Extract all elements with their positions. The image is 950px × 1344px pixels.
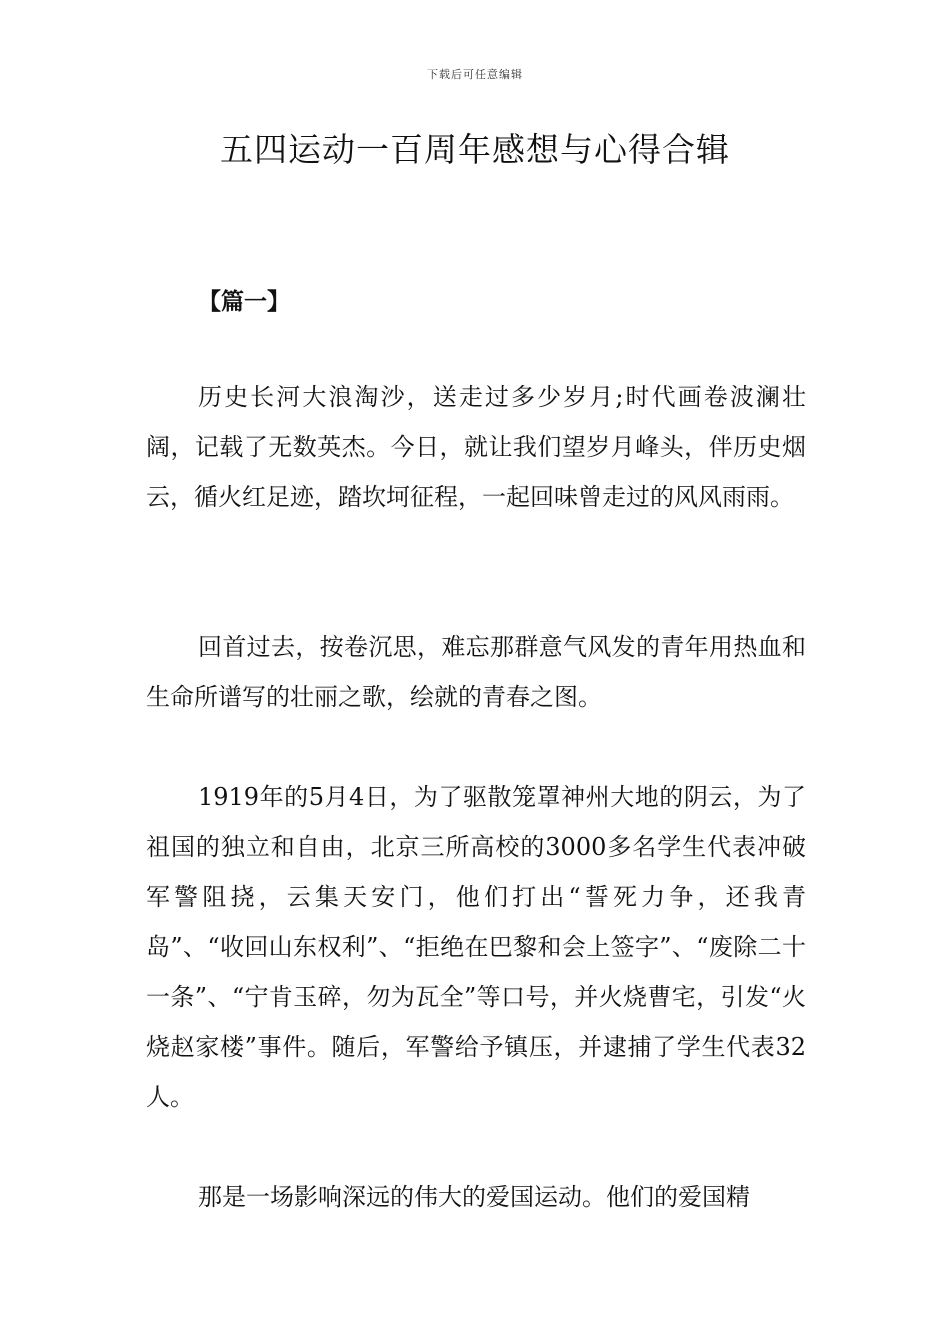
paragraph-1: 历史长河大浪淘沙，送走过多少岁月;时代画卷波澜壮阔，记载了无数英杰。今日，就让我们望岁月峰头，伴历史烟云，循火红足迹，踏坎坷征程，一起回味曾走过的风风雨雨。 — [146, 383, 806, 511]
document-title: 五四运动一百周年感想与心得合辑 — [220, 130, 730, 169]
header-note: 下载后可任意编辑 — [427, 68, 523, 81]
section-heading: 【篇一】 — [198, 289, 290, 315]
paragraph-4: 那是一场影响深远的伟大的爱国运动。他们的爱国精 — [198, 1183, 750, 1211]
paragraph-2: 回首过去，按卷沉思，难忘那群意气风发的青年用热血和生命所谱写的壮丽之歌，绘就的青春之图。 — [146, 633, 806, 711]
paragraph-3: 1919年的5月4日，为了驱散笼罩神州大地的阴云，为了祖国的独立和自由，北京三所高校的3000多名学生代表冲破军警阻挠，云集天安门，他们打出“誓死力争，还我青岛”、“收回山东权利”、“拒绝在巴黎和会上签字”、“废除二十一条”、“宁肯玉碎，勿为瓦全”等口号，并火烧曹宅，引发“火烧赵家楼”事件。随后，军警给予镇压，并逮捕了学生代表32人。 — [146, 783, 806, 1111]
